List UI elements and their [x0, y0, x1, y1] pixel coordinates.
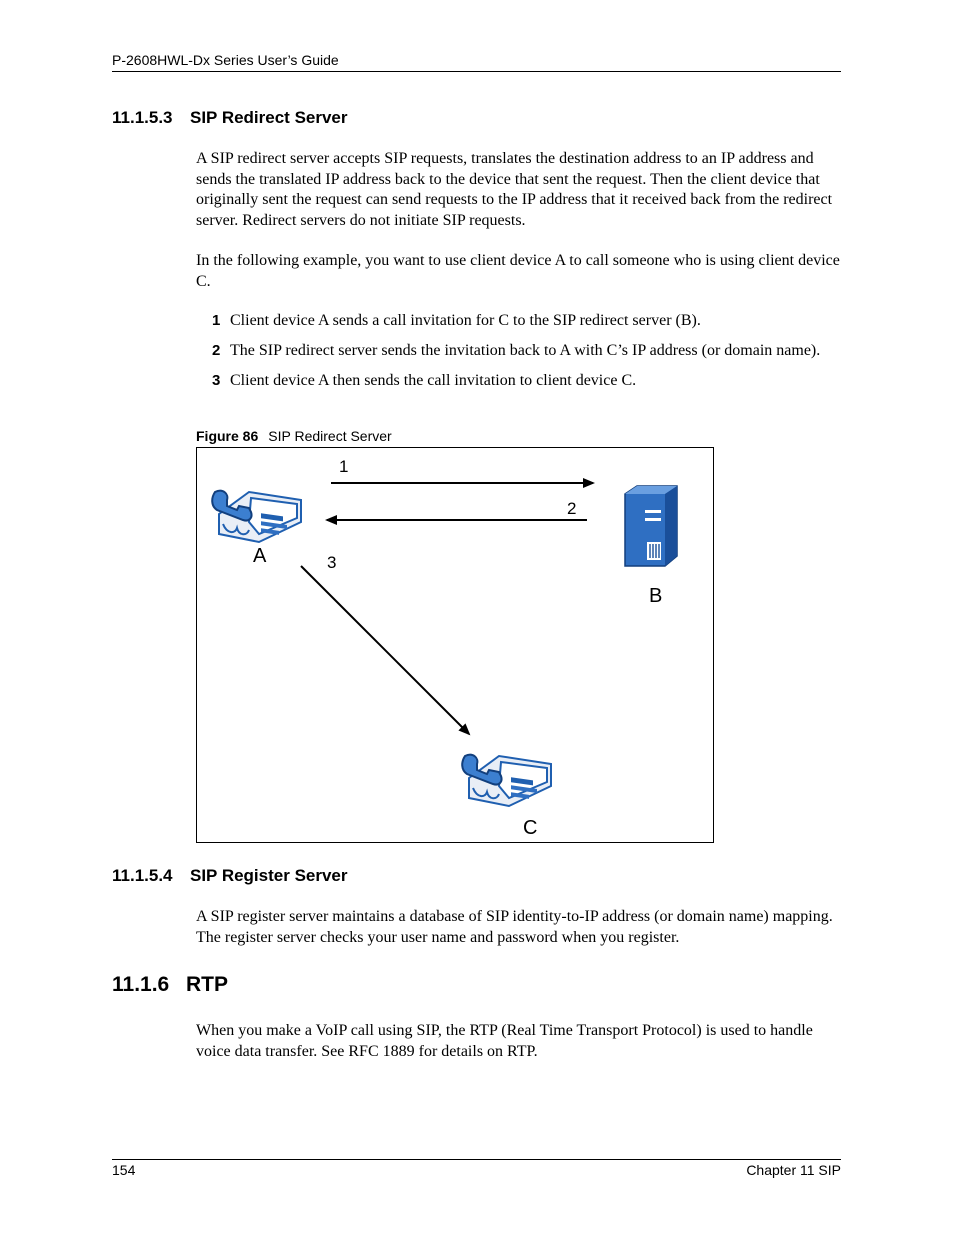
server-icon [625, 486, 677, 566]
step-number: 1 [212, 312, 221, 329]
footer-divider [112, 1159, 841, 1160]
phone-icon [462, 755, 551, 806]
arrow-3 [301, 566, 469, 734]
running-header: P-2608HWL-Dx Series User’s Guide [112, 52, 339, 68]
section-title: RTP [186, 973, 228, 996]
figure-title: SIP Redirect Server [268, 428, 392, 444]
step-number: 3 [212, 372, 221, 389]
device-label-c: C [523, 817, 538, 839]
device-label-b: B [649, 585, 663, 607]
step-text: The SIP redirect server sends the invitation back to A with C’s IP address (or domain name). [230, 342, 821, 359]
section-number: 11.1.6 [112, 973, 170, 996]
section-heading-sip-register-server [112, 866, 348, 886]
section-number: 11.1.5.4 [112, 866, 173, 885]
section-heading-sip-redirect-server [112, 108, 348, 128]
figure-label: Figure 86 [196, 428, 259, 444]
redirect-paragraph-1: A SIP redirect server accepts SIP requests, translates the destination address to an IP address and sends the translated IP address back to the device that sent the request. Then the client device that originally sent the request can send requests to the IP address that it received back from the redirect server. Redirect servers do not initiate SIP requests. [196, 150, 833, 229]
register-paragraph: A SIP register server maintains a database of SIP identity-to-IP address (or domain name) mapping. The register server checks your user name and password when you register. [196, 908, 833, 946]
phone-icon [212, 491, 301, 542]
chapter-label: Chapter 11 SIP [746, 1162, 841, 1178]
device-label-a: A [253, 545, 267, 567]
section-number: 11.1.5.3 [112, 108, 173, 127]
sip-redirect-diagram [196, 447, 714, 843]
redirect-paragraph-2: In the following example, you want to use client device A to call someone who is using client device C. [196, 252, 840, 290]
rtp-paragraph: When you make a VoIP call using SIP, the RTP (Real Time Transport Protocol) is used to handle voice data transfer. See RFC 1889 for details on RTP. [196, 1022, 813, 1060]
figure-caption [196, 428, 392, 444]
step-item [196, 311, 842, 331]
section-title: SIP Register Server [190, 866, 348, 885]
step-item [196, 371, 842, 391]
header-divider [112, 71, 841, 72]
section-title: SIP Redirect Server [190, 108, 348, 127]
arrow-label-2: 2 [567, 499, 577, 518]
step-item [196, 341, 842, 361]
step-list [196, 311, 842, 401]
step-number: 2 [212, 342, 221, 359]
arrow-label-1: 1 [339, 457, 349, 476]
diagram-canvas [197, 448, 713, 842]
section-heading-rtp [112, 973, 228, 997]
arrow-label-3: 3 [327, 553, 337, 572]
page-number: 154 [112, 1162, 136, 1178]
step-text: Client device A sends a call invitation for C to the SIP redirect server (B). [230, 312, 701, 329]
step-text: Client device A then sends the call invitation to client device C. [230, 372, 637, 389]
